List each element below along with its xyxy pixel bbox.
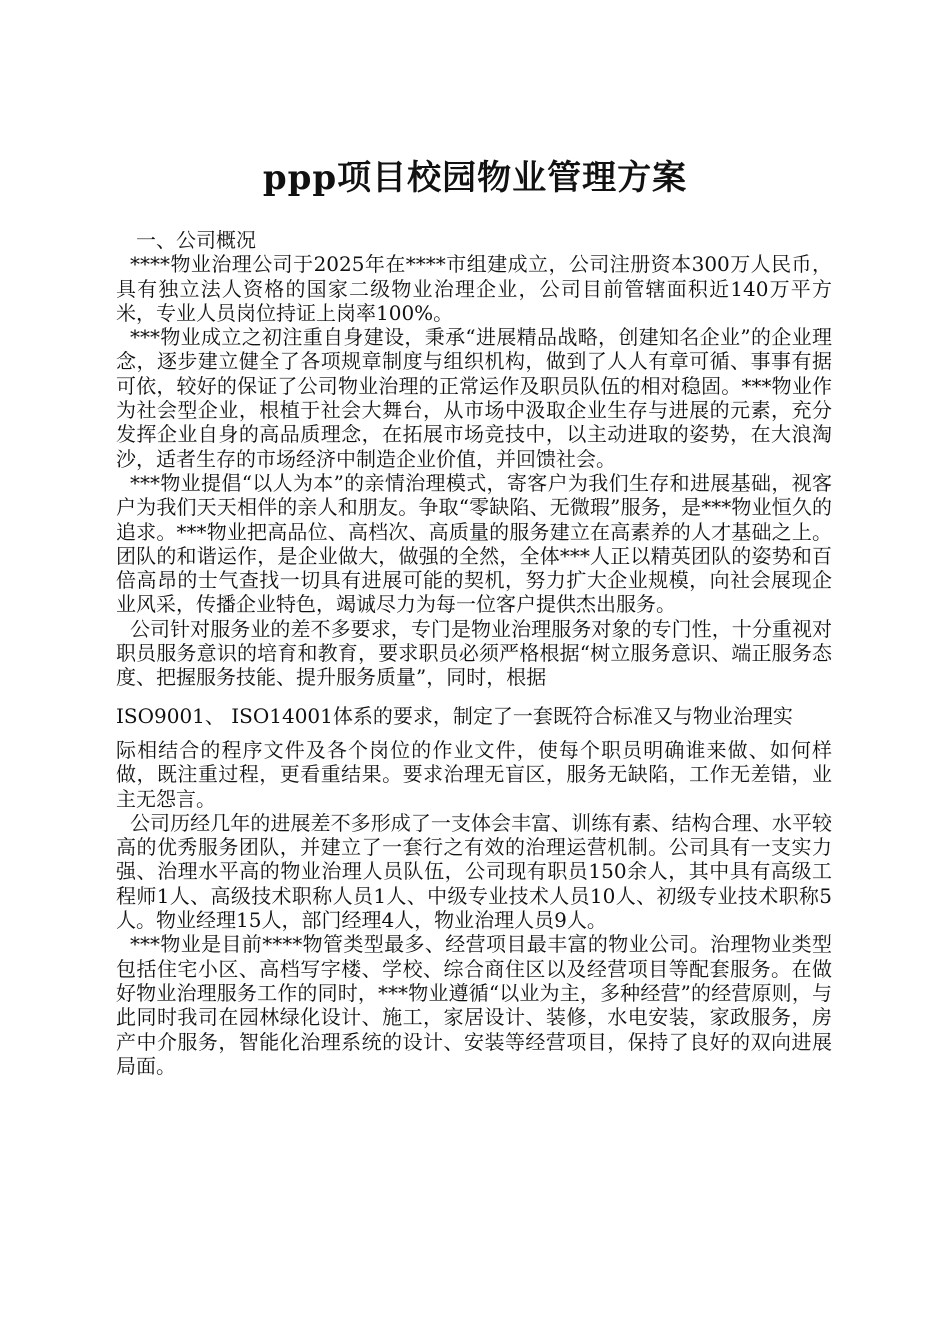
paragraph-company-intro: ****物业治理公司于2025年在****市组建成立，公司注册资本300万人民币，具有独立法人资格的国家二级物业治理企业，公司目前管辖面积近140万平方米，专业人员岗位持证上岗率100%。 xyxy=(116,252,832,325)
paragraph-service-model: ***物业提倡“以人为本”的亲情治理模式，寄客户为我们生存和进展基础，视客户为我们天天相伴的亲人和朋友。争取“零缺陷、无微瑕”服务，是***物业恒久的追求。***物业把高品位、高档次、高质量的服务建立在高素养的人才基础之上。团队的和谐运作，是企业做大，做强的全然，全体***人正以精英团队的姿势和百倍高昂的士气查找一切具有进展可能的契机，努力扩大企业规模，向社会展现企业风采，传播企业特色，竭诚尽力为每一位客户提供杰出服务。 xyxy=(116,470,832,617)
document-title: ppp项目校园物业管理方案 xyxy=(262,158,688,198)
paragraph-iso-standards-line: ISO9001、 ISO14001体系的要求，制定了一套既符合标准又与物业治理实 xyxy=(116,703,793,728)
paragraph-iso-continuation: 际相结合的程序文件及各个岗位的作业文件，使每个职员明确谁来做、如何样做，既注重过程，更看重结果。要求治理无盲区，服务无缺陷，工作无差错，业主无怨言。 xyxy=(116,737,832,811)
section-heading: 一、公司概况 xyxy=(136,228,256,252)
paragraph-business-scope: ***物业是目前****物管类型最多、经营项目最丰富的物业公司。治理物业类型包括住宅小区、高档写字楼、学校、综合商住区以及经营项目等配套服务。在做好物业治理服务工作的同时，***物业遵循“以业为主，多种经营”的经营原则，与此同时我司在园林绿化设计、施工，家居设计、装修，水电安装，家政服务，房产中介服务，智能化治理系统的设计、安装等经营项目，保持了良好的双向进展局面。 xyxy=(116,932,832,1078)
paragraph-company-philosophy: ***物业成立之初注重自身建设，秉承“进展精品战略，创建知名企业”的企业理念，逐步建立健全了各项规章制度与组织机构，做到了人人有章可循、事事有据可依，较好的保证了公司物业治理的正常运作及职员队伍的相对稳固。***物业作为社会型企业，根植于社会大舞台，从市场中汲取企业生存与进展的元素，充分发挥企业自身的高品质理念，在拓展市场竞技中，以主动进取的姿势，在大浪淘沙，适者生存的市场经济中制造企业价值，并回馈社会。 xyxy=(116,325,832,471)
document-body xyxy=(116,228,832,1078)
paragraph-service-requirements: 公司针对服务业的差不多要求，专门是物业治理服务对象的专门性，十分重视对职员服务意识的培育和教育，要求职员必须严格根据“树立服务意识、端正服务态度、把握服务技能、提升服务质量”，同时，根据 xyxy=(116,616,832,690)
paragraph-team-overview: 公司历经几年的进展差不多形成了一支体会丰富、训练有素、结构合理、水平较高的优秀服务团队，并建立了一套行之有效的治理运营机制。公司具有一支实力强、治理水平高的物业治理人员队伍，公司现有职员150余人，其中具有高级工程师1人、高级技术职称人员1人、中级专业技术人员10人、初级专业技术职称5人。物业经理15人，部门经理4人，物业治理人员9人。 xyxy=(116,810,832,933)
